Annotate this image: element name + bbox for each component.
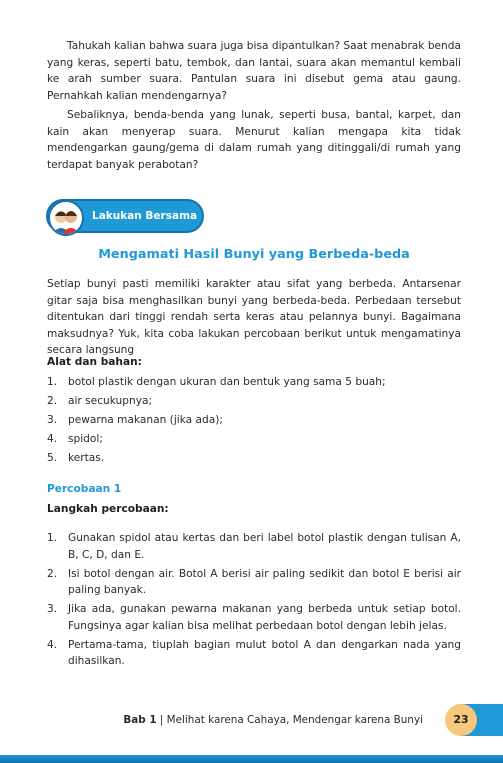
footer-chapter-title bbox=[123, 712, 423, 729]
materials-list bbox=[47, 374, 461, 469]
steps-heading: Langkah percobaan: bbox=[47, 503, 169, 515]
list-item: 4. Pertama-tama, tiuplah bagian mulut botol A dan dengarkan nada yang dihasilkan. bbox=[47, 638, 461, 668]
list-item: 1. botol plastik dengan ukuran dan bentuk yang sama 5 buah; bbox=[47, 376, 386, 388]
list-item: 3. Jika ada, gunakan pewarna makanan yang berbeda untuk setiap botol. Fungsinya agar kalian bisa melihat perbedaan botol dengan lebih jelas. bbox=[47, 603, 461, 632]
paragraph-absorb: Sebaliknya, benda-benda yang lunak, seperti busa, bantal, karpet, dan kain akan menyerap suara. Menurut kalian mengapa kita tidak mendengarkan gaung/gema di dalam rumah yang ditinggali/di rumah yang terdapat banyak perabotan? bbox=[47, 109, 461, 171]
two-children-icon bbox=[48, 200, 84, 236]
section-title: Mengamati Hasil Bunyi yang Berbeda-beda bbox=[98, 247, 410, 262]
list-item: 2. air secukupnya; bbox=[47, 395, 153, 408]
list-item: 4. spidol; bbox=[47, 433, 103, 446]
paragraph-echo: Tahukah kalian bahwa suara juga bisa dipantulkan? Saat menabrak benda yang keras, seperti batu, tembok, dan lantai, suara akan memantul kembali ke arah sumber suara. Pantulan suara ini disebut gema atau gaung. Pernahkah kalian mendengarnya? bbox=[47, 40, 461, 102]
materials-heading: Alat dan bahan: bbox=[47, 356, 142, 368]
bottom-bar bbox=[0, 755, 503, 763]
footer-separator: | bbox=[156, 714, 167, 726]
list-item: 5. kertas. bbox=[47, 452, 105, 465]
list-item: 1. Gunakan spidol atau kertas dan beri label botol plastik dengan tulisan A, B, C, D, dan E. bbox=[47, 532, 461, 561]
badge-label: Lakukan Bersama bbox=[92, 210, 198, 222]
page-number: 23 bbox=[445, 704, 477, 736]
chapter-label: Bab 1 bbox=[123, 714, 157, 726]
list-item: 2. Isi botol dengan air. Botol A berisi air paling sedikit dan botol E berisi air paling banyak. bbox=[47, 567, 461, 597]
intro-paragraph: Setiap bunyi pasti memiliki karakter atau sifat yang berbeda. Antarsenar gitar saja bisa menghasilkan bunyi yang berbeda-beda. Perbedaan tersebut ditentukan dari tinggi rendah serta keras atau pelannya bunyi. Bagaimana maksudnya? Yuk, kita coba lakukan percobaan berikut untuk mengamatinya secara langsung bbox=[47, 278, 461, 356]
experiment-title: Percobaan 1 bbox=[47, 483, 122, 495]
activity-badge bbox=[46, 199, 204, 233]
steps-list bbox=[47, 530, 461, 672]
list-item: 3. pewarna makanan (jika ada); bbox=[47, 414, 223, 427]
chapter-title: Melihat karena Cahaya, Mendengar karena Bunyi bbox=[166, 714, 423, 726]
